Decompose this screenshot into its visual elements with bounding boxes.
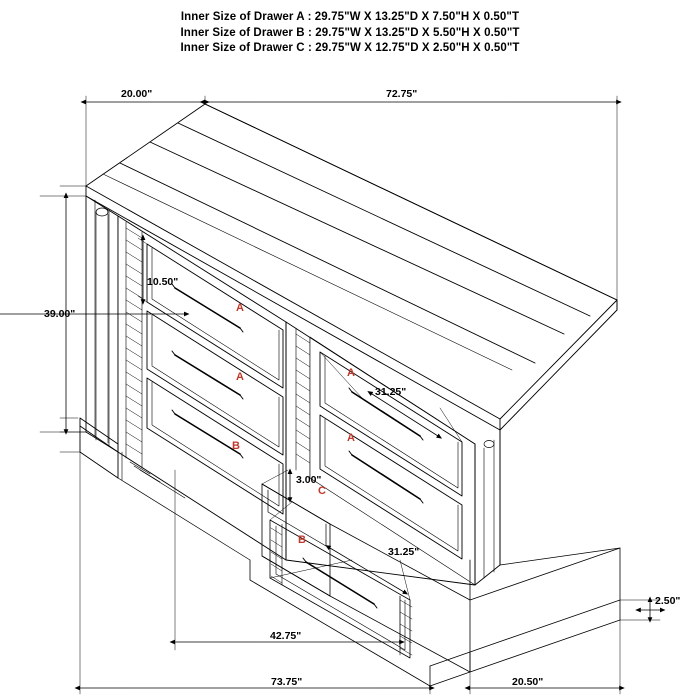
drawer-letter-b1: B xyxy=(232,440,240,452)
drawer-letter-a2: A xyxy=(236,371,244,383)
dim-width-top: 72.75" xyxy=(386,88,418,100)
dim-drawer-a-height: 10.50" xyxy=(147,276,179,288)
dim-base-width-bottom: 73.75" xyxy=(271,676,303,688)
dim-drawer-right-width: 31.25" xyxy=(375,386,407,398)
drawer-letter-b2: B xyxy=(298,534,306,546)
dim-depth-top: 20.00" xyxy=(121,88,153,100)
drawer-letter-a4: A xyxy=(347,432,355,444)
drawer-letter-a1: A xyxy=(236,302,244,314)
drawer-c-spec: Inner Size of Drawer C : 29.75"W X 12.75"D X 2.50"H X 0.50"T xyxy=(180,42,520,54)
dim-base-width-mid: 42.75" xyxy=(270,630,302,642)
drawer-letter-a3: A xyxy=(347,367,355,379)
drawer-b-spec: Inner Size of Drawer B : 29.75"W X 13.25"D X 5.50"H X 0.50"T xyxy=(180,26,520,39)
dim-height-left: 39.00" xyxy=(44,308,76,320)
drawer-a-spec: Inner Size of Drawer A : 29.75"W X 13.25"D X 7.50"H X 0.50"T xyxy=(180,11,520,23)
dim-base-height: 2.50" xyxy=(655,595,681,607)
drawer-letter-c1: C xyxy=(318,485,326,497)
dim-drawer-c-height: 3.00" xyxy=(296,474,322,486)
dim-base-depth-bottom: 20.50" xyxy=(512,676,544,688)
dim-drawer-bottom-width: 31.25" xyxy=(388,546,420,558)
